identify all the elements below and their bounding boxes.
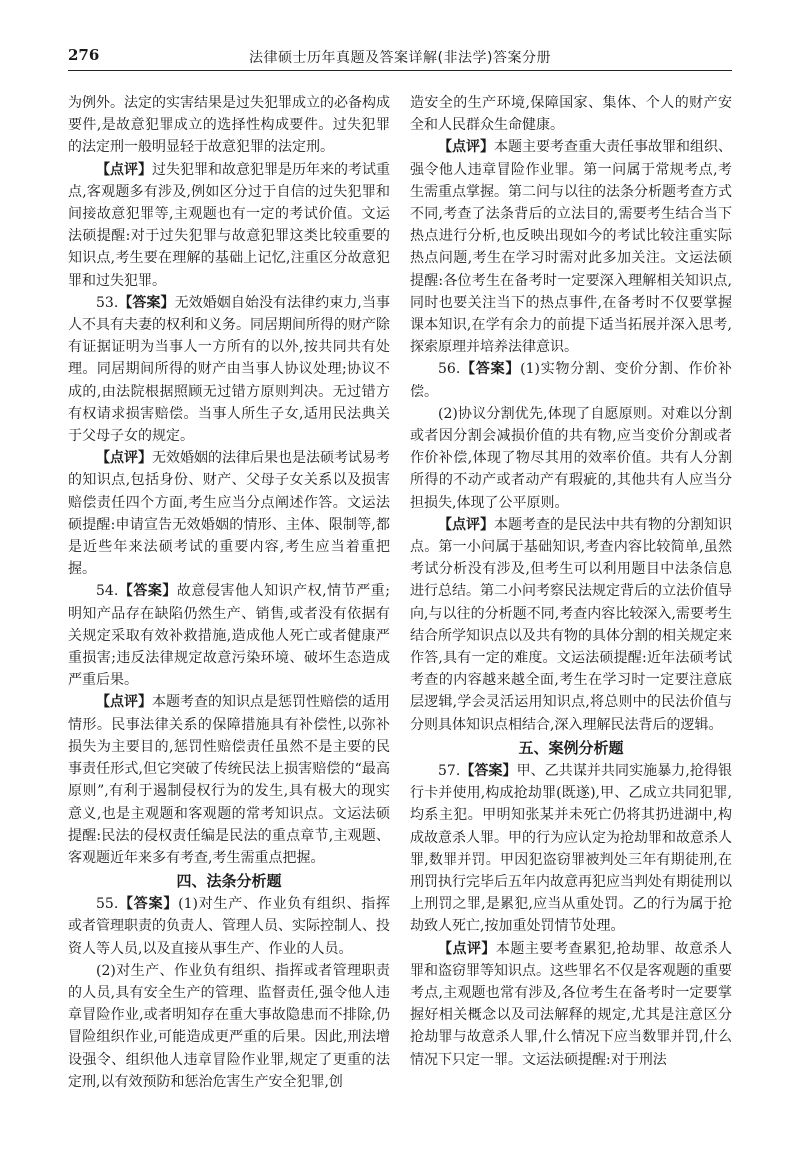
answer-text: (1)实物分割、变价分割、作价补偿。	[410, 361, 732, 400]
comment-text: 无效婚姻的法律后果也是法硕考试易考的知识点,包括身份、财产、父母子女关系以及损害赔偿责任四个方面,考生应当分点阐述作答。文运法硕提醒:申请宣告无效婚姻的情形、主体、限制等,都是近些年来法硕考试的重要内容,考生应当着重把握。	[68, 450, 390, 578]
paragraph: (2)对生产、作业负有组织、指挥或者管理职责的人员,具有安全生产的管理、监督责任,强令他人违章冒险作业,或者明知存在重大事故隐患而不排除,仍冒险组织作业,可能造成更严重的后果。因此,刑法增设强令、组织他人违章冒险作业罪,规定了更重的法定刑,以有效预防和惩治危害生产安全犯罪,创	[68, 962, 390, 1090]
page-number: 276	[68, 46, 100, 64]
answer-tag: 【答案】	[118, 583, 177, 600]
page-header	[68, 44, 732, 71]
answer-54	[68, 580, 390, 691]
answer-tag: 【答案】	[118, 896, 179, 913]
answer-text: 甲、乙共谋并共同实施暴力,抢得银行卡并使用,构成抢劫罪(既遂),甲、乙成立共同犯罪,均系主犯。甲明知张某并未死亡仍将其扔进湖中,构成故意杀人罪。甲的行为应认定为抢劫罪和故意杀人罪,数罪并罚。甲因犯盗窃罪被判处三年有期徒刑,在刑罚执行完毕后五年内故意再犯应当判处有期徒刑以上刑罚之罪,是累犯,应当从重处罚。乙的行为属于抢劫致人死亡,按加重处罚情节处理。	[410, 762, 733, 935]
comment-tag: 【点评】	[96, 694, 152, 711]
paragraph: (2)协议分割优先,体现了自愿原则。对难以分割或者因分割会减损价值的共有物,应当变价分割或者作价补偿,体现了物尽其用的效率价值。共有人分割所得的不动产或者动产有瑕疵的,其他共有人应当分担损失,体现了公平原则。	[410, 405, 732, 511]
comment-text: 本题主要考查累犯,抢劫罪、故意杀人罪和盗窃罪等知识点。这些罪名不仅是客观题的重要考点,主观题也常有涉及,各位考生在备考时一定要掌握好相关概念以及司法解释的规定,尤其是注意区分抢劫罪与故意杀人罪,什么情况下应当数罪并罚,什么情况下只定一罪。文运法硕提醒:对于刑法	[410, 940, 733, 1068]
answer-tag: 【答案】	[460, 361, 521, 378]
comment-paragraph	[410, 938, 732, 1071]
paragraph: 造安全的生产环境,保障国家、集体、个人的财产安全和人民群众生命健康。	[410, 95, 732, 134]
answer-56	[410, 358, 732, 402]
question-number: 56.	[438, 361, 461, 378]
answer-text: (1)对生产、作业负有组织、指挥或者管理职责的负责人、管理人员、实际控制人、投资人等人员,以及直接从事生产、作业的人员。	[68, 896, 390, 957]
comment-paragraph	[410, 136, 732, 358]
comment-tag: 【点评】	[438, 139, 494, 156]
question-number: 54.	[96, 583, 119, 600]
right-column	[410, 92, 732, 1071]
comment-paragraph	[68, 159, 390, 292]
answer-tag: 【答案】	[460, 762, 517, 779]
answer-55	[68, 893, 390, 960]
answer-text: 无效婚姻自始没有法律约束力,当事人不具有夫妻的权利和义务。同居期间所得的财产除有证据证明为当事人一方所有的以外,按共同共有处理。同居期间所得的财产由当事人协议处理;协议不成的,由法院根据照顾无过错方原则判决。无过错方有权请求损害赔偿。当事人所生子女,适用民法典关于父母子女的规定。	[68, 294, 391, 445]
comment-tag: 【点评】	[438, 516, 494, 533]
answer-53	[68, 292, 390, 447]
left-column	[68, 92, 390, 1093]
question-number: 53.	[96, 294, 119, 311]
question-number: 57.	[438, 762, 461, 779]
comment-text: 过失犯罪和故意犯罪是历年来的考试重点,客观题多有涉及,例如区分过于自信的过失犯罪和间接故意犯罪等,主观题也有一定的考试价值。文运法硕提醒:对于过失犯罪与故意犯罪这类比较重要的知识点,考生要在理解的基础上记忆,注重区分故意犯罪和过失犯罪。	[68, 161, 390, 289]
running-title: 法律硕士历年真题及答案详解(非法学)答案分册	[249, 50, 551, 66]
comment-paragraph	[410, 514, 732, 736]
answer-text: 故意侵害他人知识产权,情节严重;明知产品存在缺陷仍然生产、销售,或者没有依据有关规定采取有效补救措施,造成他人死亡或者健康严重损害;违反法律规定故意污染环境、破坏生态造成严重后果。	[68, 583, 390, 689]
comment-tag: 【点评】	[96, 161, 152, 178]
comment-paragraph	[68, 691, 390, 869]
comment-text: 本题考查的知识点是惩罚性赔偿的适用情形。民事法律关系的保障措施具有补偿性,以弥补损失为主要目的,惩罚性赔偿责任虽然不是主要的民事责任形式,但它突破了传统民法上损害赔偿的“最高原则”,有利于遏制侵权行为的发生,具有极大的现实意义,也是主观题和客观题的常考知识点。文运法硕提醒:民法的侵权责任编是民法的重点章节,主观题、客观题近年来多有考查,考生需重点把握。	[68, 694, 390, 866]
answer-57	[410, 760, 732, 938]
comment-tag: 【点评】	[96, 450, 152, 467]
comment-paragraph	[68, 447, 390, 580]
question-number: 55.	[96, 896, 119, 913]
comment-tag: 【点评】	[438, 940, 496, 957]
answer-tag: 【答案】	[118, 294, 175, 311]
paragraph: 为例外。法定的实害结果是过失犯罪成立的必备构成要件,是故意犯罪成立的选择性构成要件。过失犯罪的法定刑一般明显轻于故意犯罪的法定刑。	[68, 95, 390, 156]
section-heading: 四、法条分析题	[176, 872, 282, 891]
section-heading: 五、案例分析题	[518, 738, 624, 757]
comment-text: 本题考查的是民法中共有物的分割知识点。第一小问属于基础知识,考查内容比较简单,虽然考试分析没有涉及,但考生可以利用题目中法条信息进行总结。第二小问考察民法规定背后的立法价值导向,与以往的分析题不同,考查内容比较深入,需要考生结合所学知识点以及共有物的具体分割的相关规定来作答,具有一定的难度。文运法硕提醒:近年法硕考试考查的内容越来越全面,考生在学习时一定要注意底层逻辑,学会灵活运用知识点,将总则中的民法价值与分则具体知识点相结合,深入理解民法背后的逻辑。	[410, 516, 732, 733]
comment-text: 本题主要考查重大责任事故罪和组织、强令他人违章冒险作业罪。第一问属于常规考点,考生需重点掌握。第二问与以往的法条分析题考查方式不同,考查了法条背后的立法目的,需要考生结合当下热点进行分析,也反映出现如今的考试比较注重实际热点问题,考生在学习时需对此多加关注。文运法硕提醒:各位考生在备考时一定要深入理解相关知识点,同时也要关注当下的热点事件,在备考时不仅要掌握课本知识,在学有余力的前提下适当拓展并深入思考,探索原理并培养法律意识。	[410, 139, 732, 356]
